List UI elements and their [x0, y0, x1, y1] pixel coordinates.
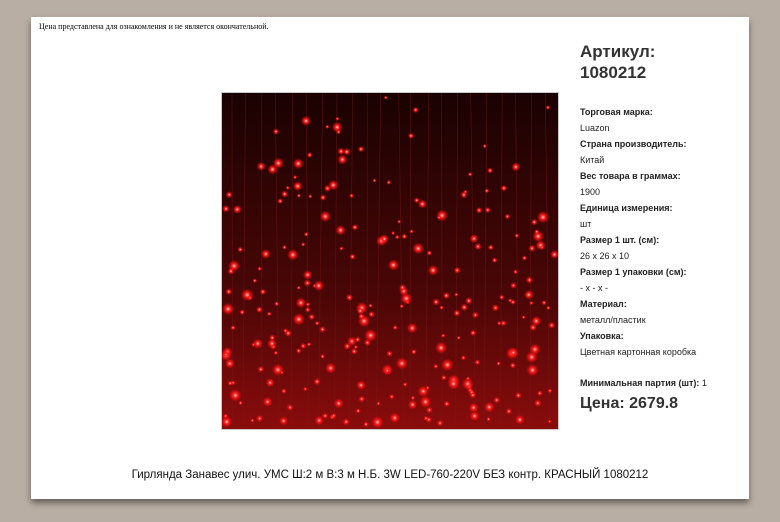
led-bulb [501, 185, 508, 192]
led-bulb [237, 247, 243, 253]
led-bulb [453, 310, 460, 317]
led-bulb [303, 270, 313, 280]
led-bulb [349, 254, 355, 260]
led-bulb [325, 363, 336, 374]
led-bulb [307, 152, 313, 158]
led-bulb [441, 359, 454, 372]
led-bulb [293, 175, 297, 179]
led-bulb [223, 352, 228, 357]
led-bulb [363, 421, 369, 427]
led-bulb [344, 343, 351, 350]
led-bulb [335, 117, 339, 121]
led-bulb [252, 278, 257, 283]
led-bulb [472, 312, 479, 319]
led-bulb [426, 407, 433, 414]
led-bulb [239, 309, 245, 315]
led-bulb [300, 343, 306, 349]
led-bulb [418, 386, 429, 397]
spec-value-unit: шт [580, 219, 592, 229]
led-bulb [411, 396, 416, 401]
led-bulb [358, 146, 364, 152]
led-bulb [305, 307, 311, 313]
led-bulb [393, 325, 398, 330]
led-bulb [510, 362, 516, 368]
spec-label-country: Страна производитель: [580, 139, 687, 149]
led-bulb [257, 366, 264, 373]
led-bulb [534, 399, 541, 406]
led-bulb [261, 249, 271, 259]
spec-value-weight: 1900 [580, 187, 601, 197]
led-bulb [315, 321, 320, 326]
led-bulb [534, 229, 539, 234]
led-bulb [293, 158, 304, 169]
led-bulb [301, 116, 311, 126]
min-order-value: 1 [701, 378, 707, 388]
product-info-panel [580, 41, 745, 413]
led-bulb [273, 158, 284, 169]
product-card [31, 17, 749, 499]
min-order-label: Минимальная партия (шт): [580, 378, 700, 388]
price-value: 2679.8 [629, 395, 679, 412]
led-bulb [541, 300, 546, 305]
led-bulb [282, 245, 287, 250]
led-bulb [250, 418, 254, 422]
led-bulb [465, 297, 472, 304]
led-bulb [389, 394, 395, 400]
led-bulb [526, 276, 533, 283]
led-bulb [297, 286, 301, 290]
led-bulb [346, 294, 353, 301]
spec-value-material: металл/пластик [580, 315, 646, 325]
led-curtain-image [222, 93, 558, 429]
led-bulb [513, 269, 518, 274]
led-bulb [324, 185, 331, 192]
led-bulb [528, 245, 535, 252]
led-bulb [293, 313, 305, 325]
led-bulb [304, 279, 311, 286]
led-bulb [222, 303, 234, 315]
led-bulb [314, 416, 324, 426]
led-bulb [514, 233, 519, 238]
led-bulb [448, 378, 460, 390]
led-bulb [397, 220, 401, 224]
led-bulb [427, 250, 433, 256]
led-bulb [273, 128, 280, 135]
led-bulb [307, 342, 312, 347]
led-bulb [537, 211, 550, 224]
led-bulb [358, 396, 365, 403]
led-bulb [484, 402, 495, 413]
led-bulb [308, 314, 315, 321]
led-bulb [400, 304, 404, 308]
led-bulb [454, 292, 458, 296]
led-bulb [260, 289, 266, 295]
led-bulb [428, 265, 439, 276]
led-bulb [531, 219, 538, 226]
spec-list [580, 104, 745, 360]
led-bulb [432, 298, 439, 305]
led-bulb [510, 282, 517, 289]
led-bulb [437, 420, 444, 427]
led-bulb [457, 336, 461, 340]
disclaimer-text: Цена представлена для ознакомления и не является окончательной. [39, 22, 269, 31]
min-order [580, 377, 745, 389]
led-bulb [437, 215, 441, 219]
led-bulb [418, 199, 427, 208]
led-bulb [376, 401, 380, 405]
led-bulb [371, 416, 383, 428]
led-bulb [230, 325, 235, 330]
led-bulb [352, 224, 359, 231]
led-bulb [297, 194, 301, 198]
led-bulb [320, 354, 325, 359]
price [580, 395, 745, 413]
led-bulb [411, 349, 417, 355]
led-bulb [420, 396, 432, 408]
led-bulb [319, 326, 326, 333]
led-bulb [293, 181, 303, 191]
led-bulb [357, 307, 364, 314]
led-bulb [256, 306, 263, 313]
spec-label-weight: Вес товара в граммах: [580, 171, 681, 181]
led-bulb [409, 229, 413, 233]
led-bulb [444, 401, 451, 408]
led-bulb [274, 351, 279, 356]
led-bulb [266, 378, 275, 387]
led-bulb [380, 234, 389, 243]
led-bulb [388, 259, 399, 270]
led-bulb [303, 387, 308, 392]
led-bulb [339, 246, 344, 251]
led-bulb [386, 180, 391, 185]
led-bulb [412, 243, 424, 255]
product-name: Гирлянда Занавес улич. УМС Ш:2 м В:3 м Н.Б. 3W LED-760-220V БЕЗ контр. КРАСНЫЙ 1080212 [131, 469, 649, 481]
led-bulb [227, 268, 234, 275]
spec-label-item-size: Размер 1 шт. (см): [580, 235, 660, 245]
led-bulb [485, 207, 491, 213]
led-bulb [548, 388, 553, 393]
spec-label-unit: Единица измерения: [580, 203, 673, 213]
led-bulb [524, 290, 534, 300]
led-bulb [506, 408, 512, 414]
led-bulb [508, 298, 512, 302]
led-bulb [349, 193, 354, 198]
led-bulb [470, 234, 479, 243]
led-bulb [226, 191, 233, 198]
led-bulb [308, 194, 312, 198]
led-bulb [263, 397, 273, 407]
led-bulb [332, 122, 343, 133]
led-bulb [281, 190, 288, 197]
led-bulb [526, 364, 538, 376]
led-bulb [304, 232, 309, 237]
led-bulb [241, 289, 254, 302]
led-bulb [408, 400, 418, 410]
led-bulb [488, 244, 494, 250]
led-bulb [225, 288, 232, 295]
led-bulb [483, 144, 487, 148]
led-bulb [331, 413, 337, 419]
led-bulb [496, 361, 501, 366]
led-bulb [433, 364, 438, 369]
led-bulb [439, 305, 444, 310]
led-bulb [408, 133, 414, 139]
led-bulb [281, 388, 287, 394]
led-bulb [522, 255, 527, 260]
led-bulb [373, 178, 377, 182]
led-bulb [515, 415, 525, 425]
led-bulb [267, 339, 277, 349]
led-bulb [312, 284, 316, 288]
spec-label-package-size: Размер 1 упаковки (см): [580, 267, 687, 277]
led-bulb [285, 330, 292, 337]
led-bulb [505, 214, 511, 220]
led-bulb [296, 348, 302, 354]
led-bulb [267, 312, 272, 317]
led-bulb [399, 284, 406, 291]
led-bulb [337, 148, 345, 156]
led-bulb [313, 378, 320, 385]
led-bulb [407, 323, 418, 334]
led-bulb [279, 416, 288, 425]
led-bulb [334, 398, 344, 408]
led-bulb [426, 416, 433, 423]
spec-label-material: Материал: [580, 299, 627, 309]
led-bulb [462, 378, 474, 390]
led-bulb [493, 397, 500, 404]
led-bulb [386, 350, 392, 356]
led-bulb [384, 96, 388, 100]
led-bulb [509, 348, 519, 358]
led-bulb [546, 306, 550, 310]
led-bulb [441, 375, 447, 381]
led-bulb [356, 380, 366, 390]
led-bulb [403, 382, 408, 387]
led-bulb [475, 359, 481, 365]
led-bulb [461, 355, 466, 360]
led-bulb [364, 339, 371, 346]
led-bulb [229, 389, 242, 402]
led-bulb [529, 344, 541, 356]
led-bulb [396, 357, 408, 369]
led-bulb [436, 210, 448, 222]
led-bulb [277, 198, 283, 204]
led-bulb [301, 242, 305, 246]
led-bulb [537, 390, 543, 396]
led-bulb [287, 249, 299, 261]
spec-value-brand: Luazon [580, 123, 610, 133]
led-bulb [529, 324, 537, 332]
price-label: Цена: [580, 395, 625, 412]
spec-label-packaging: Упаковка: [580, 331, 624, 341]
led-bulb [484, 188, 489, 193]
led-bulb [401, 233, 407, 239]
led-bulb [468, 172, 473, 177]
led-bulb [280, 370, 284, 374]
led-bulb [233, 205, 242, 214]
led-bulb [256, 415, 263, 422]
led-bulb [395, 235, 400, 240]
led-bulb [320, 211, 331, 222]
led-bulb [476, 207, 483, 214]
led-bulb [460, 191, 467, 198]
led-bulb [515, 392, 522, 399]
led-bulb [469, 403, 479, 413]
led-bulb [492, 304, 499, 311]
led-bulb [487, 167, 493, 173]
led-bulb [470, 330, 477, 337]
led-bulb [253, 339, 263, 349]
led-bulb [337, 154, 347, 164]
led-bulb [499, 295, 505, 301]
led-bulb [511, 162, 520, 171]
led-bulb [222, 205, 230, 213]
led-bulb [413, 107, 419, 113]
led-bulb [286, 186, 290, 190]
led-bulb [443, 292, 450, 299]
led-bulb [296, 297, 307, 308]
product-photo [221, 92, 559, 430]
led-bulb [522, 315, 526, 319]
led-bulb [354, 345, 358, 349]
led-bulb [441, 333, 445, 337]
spec-value-package-size: - x - x - [580, 283, 608, 293]
led-bulb [368, 311, 375, 318]
led-bulb [391, 231, 395, 235]
article-number: 1080212 [580, 63, 647, 82]
led-bulb [454, 267, 461, 274]
led-bulb [257, 162, 266, 171]
led-bulb [548, 322, 555, 329]
led-bulb [546, 105, 551, 110]
led-bulb [435, 342, 447, 354]
led-bulb [461, 304, 469, 312]
spec-label-brand: Торговая марка: [580, 107, 653, 117]
article-label: Артикул: [580, 42, 656, 61]
led-bulb [474, 243, 481, 250]
led-bulb [325, 125, 329, 129]
led-bulb [320, 194, 327, 201]
spec-value-packaging: Цветная картонная коробка [580, 347, 697, 357]
led-bulb [540, 245, 545, 250]
led-bulb [548, 419, 552, 423]
led-bulb [228, 381, 233, 386]
led-bulb [492, 257, 498, 263]
led-bulb [287, 404, 294, 411]
led-bulb [390, 413, 401, 424]
led-bulb [343, 418, 350, 425]
led-bulb [486, 417, 491, 422]
led-bulb [355, 408, 361, 414]
spec-value-item-size: 26 x 26 x 10 [580, 251, 630, 261]
led-bulb [529, 301, 533, 305]
led-bulb [500, 320, 506, 326]
spec-value-country: Китай [580, 155, 605, 165]
led-bulb [257, 266, 262, 271]
led-bulb [335, 225, 345, 235]
led-bulb [384, 367, 391, 374]
led-bulb [368, 303, 373, 308]
led-bulb [274, 301, 279, 306]
led-bulb [238, 401, 243, 406]
